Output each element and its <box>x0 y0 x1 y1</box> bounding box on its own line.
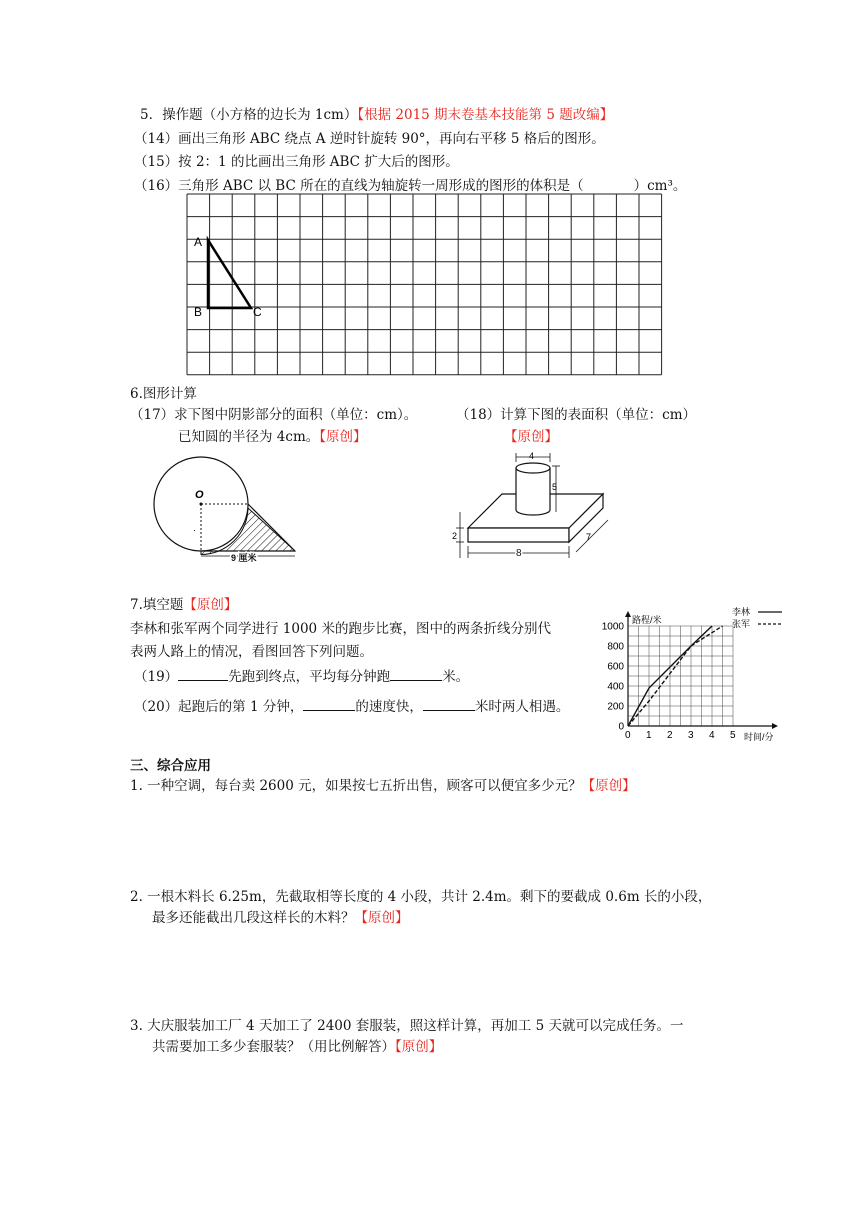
q5-source: 【根据 2015 期末卷基本技能第 5 题改编】 <box>357 107 614 123</box>
problem-3-tag: 【原创】 <box>395 1039 443 1055</box>
problem-3-line1: 3. 大庆服装加工厂 4 天加工了 2400 套服装，照这样计算，再加工 5 天就可以完成任务。一 <box>130 1018 684 1034</box>
legend-name-1: 张军 <box>732 619 751 629</box>
q15-text: （15）按 2：1 的比画出三角形 ABC 扩大后的图形。 <box>134 154 459 170</box>
q5-title-line <box>140 106 613 124</box>
problem-1-tag: 【原创】 <box>581 778 636 794</box>
q7-desc2: 表两人路上的情况，看图回答下列问题。 <box>130 644 373 660</box>
chart-ticks <box>602 622 736 742</box>
q20-line <box>134 696 569 716</box>
dim-thick-label: 2 <box>452 531 458 541</box>
q20-blank-2[interactable] <box>423 696 475 711</box>
label-a: A <box>194 235 203 249</box>
race-chart <box>596 603 791 743</box>
grid-lines <box>187 194 662 375</box>
problem-1 <box>130 777 636 795</box>
problem-3-text: 共需要加工多少套服装？（用比例解答） <box>152 1039 395 1055</box>
q7-tag: 【原创】 <box>183 597 238 613</box>
center-label: O <box>195 489 204 501</box>
problem-3-line2 <box>152 1038 442 1056</box>
y-tick-label: 0 <box>618 721 624 733</box>
slab-front <box>468 528 569 542</box>
q18-tag: 【原创】 <box>504 429 558 445</box>
problem-1-text: 1. 一种空调，每台卖 2600 元，如果按七五折出售，顾客可以便宜多少元？ <box>130 778 582 794</box>
q19-unit: 米。 <box>442 669 470 685</box>
q5-title: 5．操作题（小方格的边长为 1cm） <box>140 107 358 123</box>
triangle-abc <box>208 240 251 308</box>
dim-height-label: 5 <box>552 482 558 492</box>
x-tick-label: 4 <box>709 730 715 741</box>
center-dot <box>200 503 203 506</box>
y-tick-label: 200 <box>607 701 624 713</box>
q7-desc1: 李林和张军两个同学进行 1000 米的跑步比赛，图中的两条折线分别代 <box>130 621 551 637</box>
q16-text: （16）三角形 ABC 以 BC 所在的直线为轴旋转一周形成的图形的体积是（ <box>134 178 584 194</box>
q17-line2 <box>178 428 367 446</box>
q20-text2: 的速度快， <box>355 699 423 715</box>
q17-text: （17）求下图中阴影部分的面积（单位：cm）。 <box>130 407 418 423</box>
q19-line <box>134 666 469 686</box>
figure-18 <box>448 448 618 568</box>
y-tick-label: 1000 <box>601 621 624 633</box>
label-b: B <box>194 305 203 319</box>
dim-length-label: 8 <box>516 548 522 559</box>
q14-text: （14）画出三角形 ABC 绕点 A 逆时针旋转 90°，再向右平移 5 格后的图形。 <box>134 131 605 147</box>
right-angle-mark: · <box>193 525 196 535</box>
q20-blank-1[interactable] <box>303 696 355 711</box>
x-tick-label: 0 <box>625 730 631 741</box>
x-tick-label: 3 <box>688 730 694 741</box>
problem-2-tag: 【原创】 <box>354 910 409 926</box>
cylinder-body <box>516 468 550 515</box>
q20-text: （20）起跑后的第 1 分钟， <box>134 699 304 715</box>
problem-2-line2 <box>152 909 409 927</box>
x-tick-label: 5 <box>730 730 736 741</box>
y-tick-label: 800 <box>607 641 624 653</box>
problem-2-text: 最多还能截出几段这样长的木料？ <box>152 910 355 926</box>
base-label: 9 厘米 <box>231 553 257 563</box>
legend-name-0: 李林 <box>732 607 751 617</box>
q19-blank-1[interactable] <box>178 666 228 681</box>
section3-title: 三、综合应用 <box>130 758 211 774</box>
x-tick-label: 2 <box>667 730 673 741</box>
q20-text3: 米时两人相遇。 <box>474 699 570 715</box>
x-tick-label: 1 <box>646 730 652 741</box>
q16-unit: ）cm³。 <box>633 178 687 194</box>
x-axis-arrow <box>772 723 778 729</box>
figure-17 <box>145 455 315 570</box>
y-tick-label: 600 <box>607 661 624 673</box>
q7-title: 7.填空题 <box>130 597 184 613</box>
dim-width-label: 7 <box>586 532 592 542</box>
label-c: C <box>253 305 262 319</box>
problem-2-line1: 2. 一根木料长 6.25m，先截取相等长度的 4 小段，共计 2.4m。剩下的要截成 0.6m 长的小段， <box>130 889 712 905</box>
x-axis-label: 时间/分 <box>744 732 774 742</box>
q16-answer-blank[interactable] <box>584 176 634 190</box>
chart-grid <box>628 626 733 726</box>
shaded-region <box>201 508 295 555</box>
y-axis-arrow <box>625 611 631 617</box>
q7-title-line <box>130 596 237 614</box>
grid-figure <box>180 190 680 385</box>
q6-title: 6.图形计算 <box>130 386 197 402</box>
q17-text2: 已知圆的半径为 4cm。 <box>178 429 320 445</box>
q18-text: （18）计算下图的表面积（单位：cm） <box>456 407 697 423</box>
cylinder-top <box>516 463 550 473</box>
y-axis-label: 路程/米 <box>632 615 662 625</box>
q19-text: 先跑到终点，平均每分钟跑 <box>228 669 391 685</box>
q19-num: （19） <box>134 669 179 685</box>
q17-tag: 【原创】 <box>319 429 367 445</box>
y-tick-label: 400 <box>607 681 624 693</box>
q19-blank-2[interactable] <box>390 666 442 681</box>
dim-top-label: 4 <box>529 451 535 461</box>
